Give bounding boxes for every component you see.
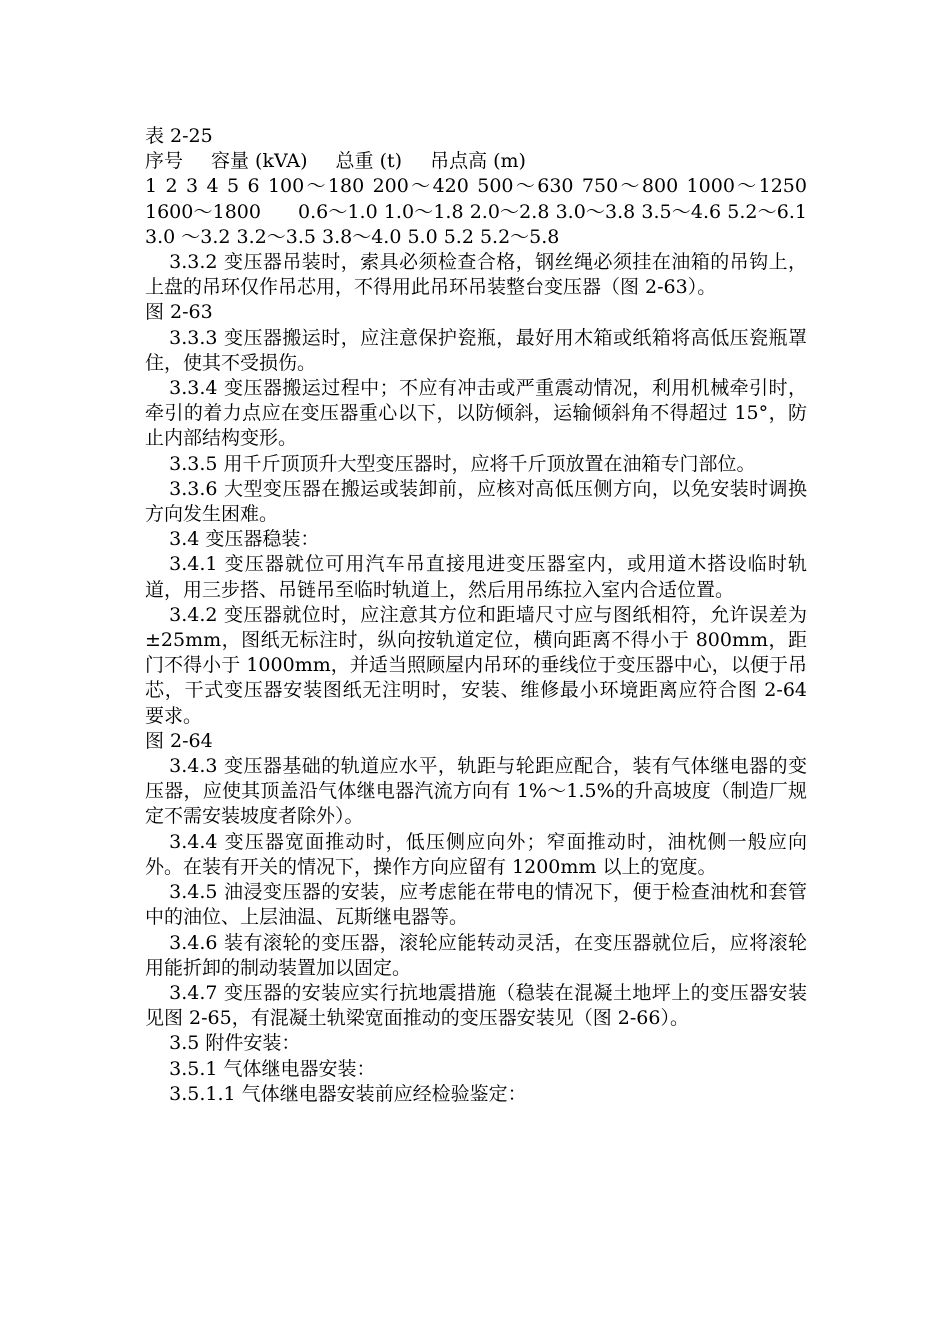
paragraph-3-3-6: 3.3.6 大型变压器在搬运或装卸前，应核对高低压侧方向，以免安装时调换方向发生困难。 — [145, 477, 807, 526]
table-header-capacity: 容量 (kVA) — [211, 150, 308, 173]
paragraph-3-5-1-1: 3.5.1.1 气体继电器安装前应经检验鉴定： — [169, 1082, 527, 1105]
table-header-weight: 总重 (t) — [335, 150, 403, 173]
paragraph-3-4-7: 3.4.7 变压器的安装应实行抗地震措施（稳装在混凝土地坪上的变压器安装见图 2-65，有混凝土轨梁宽面推动的变压器安装见（图 2-66）。 — [145, 981, 807, 1030]
section-heading-3-4: 3.4 变压器稳装： — [169, 528, 320, 551]
table-header-no: 序号 — [145, 150, 184, 173]
document-page — [145, 124, 807, 1107]
table-header-height: 吊点高 (m) — [430, 150, 526, 173]
subsection-heading-3-5-1: 3.5.1 气体继电器安装： — [169, 1057, 376, 1080]
figure-label-2-63: 图 2-63 — [145, 301, 213, 324]
paragraph-3-4-2: 3.4.2 变压器就位时，应注意其方位和距墙尺寸应与图纸相符，允许误差为±25mm，图纸无标注时，纵向按轨道定位，横向距离不得小于 800mm，距门不得小于 1000mm，并适当照顾屋内吊环的垂线位于变压器中心，以便于吊芯，干式变压器安装图纸无注明时，安装、维修最小环境距离应符合图 2-64 要求。 — [145, 603, 807, 727]
paragraph-3-3-4: 3.3.4 变压器搬运过程中；不应有冲击或严重震动情况，利用机械牵引时，牵引的着力点应在变压器重心以下，以防倾斜，运输倾斜角不得超过 15°，防止内部结构变形。 — [145, 377, 807, 450]
paragraph-3-4-5: 3.4.5 油浸变压器的安装，应考虑能在带电的情况下，便于检查油枕和套管中的油位、上层油温、瓦斯继电器等。 — [145, 881, 807, 929]
paragraph-3-4-3: 3.4.3 变压器基础的轨道应水平，轨距与轮距应配合，装有气体继电器的变压器，应使其顶盖沿气体继电器汽流方向有 1%～1.5%的升高坡度（制造厂规定不需安装坡度者除外）。 — [145, 755, 807, 828]
paragraph-3-3-3: 3.3.3 变压器搬运时，应注意保护瓷瓶，最好用木箱或纸箱将高低压瓷瓶罩住，使其不受损伤。 — [145, 326, 807, 374]
paragraph-3-3-5: 3.3.5 用千斤顶顶升大型变压器时，应将千斤顶放置在油箱专门部位。 — [169, 452, 756, 475]
table-caption: 表 2-25 — [145, 125, 213, 147]
section-heading-3-5: 3.5 附件安装： — [169, 1032, 301, 1055]
paragraph-3-4-1: 3.4.1 变压器就位可用汽车吊直接甩进变压器室内，或用道木搭设临时轨道，用三步搭、吊链吊至临时轨道上，然后用吊练拉入室内合适位置。 — [145, 553, 807, 601]
paragraph-3-3-2: 3.3.2 变压器吊装时，索具必须检查合格，钢丝绳必须挂在油箱的吊钩上，上盘的吊环仅作吊芯用，不得用此吊环吊装整台变压器（图 2-63）。 — [145, 251, 807, 299]
table-header — [145, 149, 807, 174]
paragraph-3-4-6: 3.4.6 装有滚轮的变压器，滚轮应能转动灵活，在变压器就位后，应将滚轮用能折卸的制动装置加以固定。 — [145, 931, 807, 979]
figure-label-2-64: 图 2-64 — [145, 729, 213, 752]
paragraph-3-4-4: 3.4.4 变压器宽面推动时，低压侧应向外；窄面推动时，油枕侧一般应向外。在装有开关的情况下，操作方向应留有 1200mm 以上的宽度。 — [145, 830, 807, 878]
table-body-text: 1 2 3 4 5 6 100～180 200～420 500～630 750～800 1000～1250 1600～1800 0.6～1.0 1.0～1.8 2.0～2.8 3.0～3.8 3.5～4.6 5.2～6.1 3.0 ～3.2 3.2～3.5 3.8～4.0 5.0 5.2 5.2～5.8 — [145, 175, 807, 248]
